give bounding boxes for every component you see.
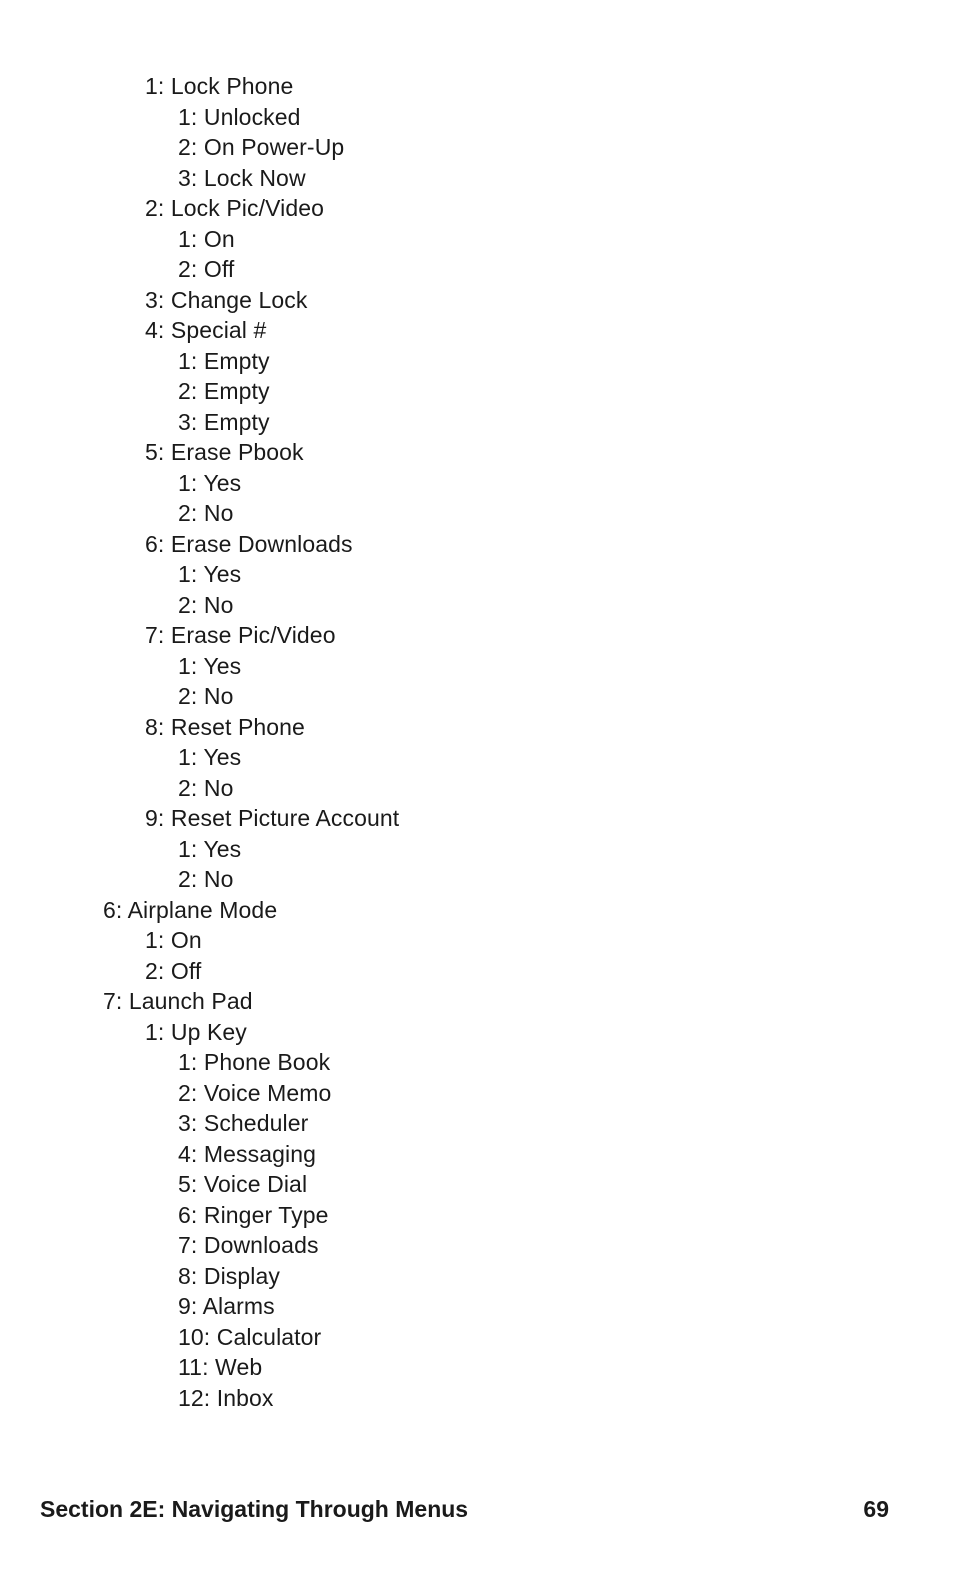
menu-item-level-3: 2: No — [178, 500, 234, 526]
menu-item-level-1: 6: Airplane Mode — [103, 896, 278, 923]
menu-item-level-3: 12: Inbox — [178, 1384, 274, 1411]
page-footer — [40, 1493, 889, 1525]
menu-item-level-3: 2: No — [178, 866, 234, 892]
menu-item-level-3: 9: Alarms — [178, 1293, 275, 1319]
menu-item-level-2: 2: Lock Pic/Video — [145, 195, 324, 221]
menu-item-level-3: 3: Scheduler — [178, 1110, 309, 1136]
menu-item-level-3: 7: Downloads — [178, 1232, 319, 1258]
menu-item-level-2: 1: Up Key — [145, 1018, 247, 1045]
menu-item-level-3: 10: Calculator — [178, 1323, 322, 1350]
menu-item-level-2: 6: Erase Downloads — [145, 530, 353, 557]
menu-item-level-3: 2: Off — [178, 256, 235, 282]
menu-item-level-2: 9: Reset Picture Account — [145, 805, 400, 831]
menu-item-level-2: 1: On — [145, 927, 202, 953]
page-number: 69 — [863, 1495, 889, 1522]
menu-item-level-3: 1: Empty — [178, 347, 270, 374]
menu-item-level-3: 2: No — [178, 591, 234, 618]
menu-item-level-2: 8: Reset Phone — [145, 713, 305, 740]
menu-item-level-3: 1: Unlocked — [178, 103, 301, 130]
menu-item-level-1: 7: Launch Pad — [103, 988, 253, 1014]
menu-item-level-3: 2: No — [178, 683, 234, 709]
menu-item-level-3: 2: Empty — [178, 378, 270, 404]
menu-item-level-2: 1: Lock Phone — [145, 73, 294, 99]
menu-item-level-3: 1: Phone Book — [178, 1049, 331, 1075]
menu-item-level-3: 3: Empty — [178, 408, 270, 435]
menu-item-level-3: 2: On Power-Up — [178, 134, 345, 160]
menu-item-level-3: 3: Lock Now — [178, 164, 306, 191]
menu-item-level-2: 4: Special # — [145, 317, 267, 343]
menu-item-level-3: 1: Yes — [178, 835, 242, 862]
menu-item-level-3: 1: On — [178, 225, 235, 252]
menu-item-level-3: 6: Ringer Type — [178, 1201, 329, 1228]
menu-item-level-3: 1: Yes — [178, 652, 242, 679]
menu-item-level-3: 1: Yes — [178, 744, 242, 770]
menu-item-level-2: 5: Erase Pbook — [145, 439, 304, 465]
footer-section-title: Section 2E: Navigating Through Menus — [40, 1495, 469, 1522]
menu-item-level-2: 7: Erase Pic/Video — [145, 622, 336, 648]
menu-item-level-3: 11: Web — [178, 1354, 263, 1380]
menu-item-level-3: 8: Display — [178, 1262, 280, 1289]
menu-item-level-2: 3: Change Lock — [145, 286, 308, 313]
menu-tree — [0, 71, 954, 1413]
menu-item-level-3: 4: Messaging — [178, 1140, 316, 1167]
menu-item-level-3: 5: Voice Dial — [178, 1171, 308, 1197]
menu-item-level-3: 2: Voice Memo — [178, 1079, 332, 1106]
menu-item-level-3: 1: Yes — [178, 561, 242, 587]
menu-item-level-3: 1: Yes — [178, 469, 242, 496]
menu-item-level-2: 2: Off — [145, 957, 202, 984]
menu-item-level-3: 2: No — [178, 774, 234, 801]
